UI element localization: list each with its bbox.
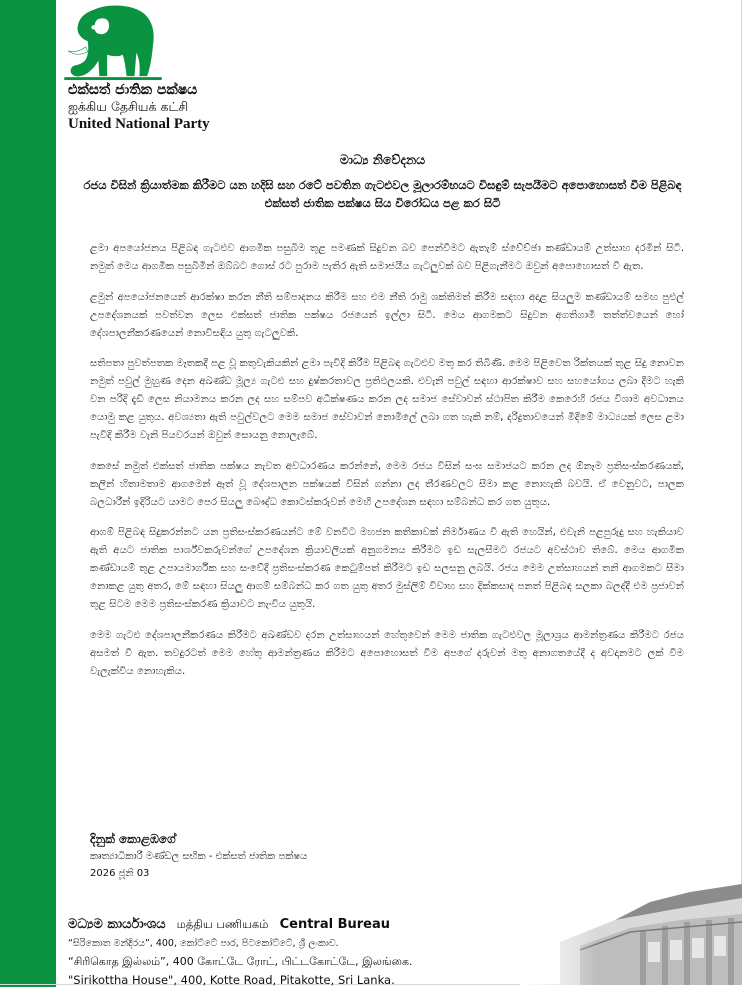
body-paragraph: ළමා අපයෝජනය පිළිබඳ ගැටළුව ආගමික පසුබිම තුළ පමණක් සිදුවන බව පෙන්වීමට ඇතැම් ස්වේච්ඡා කණ්ඩායම් උත්සාහ දරමින් සිටී. නමුත් මෙය ආගමික පසුබිමින් ඔබ්බට ගොස් රට පුරාම පැතිර ඇති සමාජයීය ගැටලුවක් බව පිළිගැනීමට ඔවුන් අපොහොසත් වී ඇත. [90, 243, 684, 272]
body-paragraph: මෙම ගැටළු දේශපාලනීකරණය කිරීමට අඛණ්ඩව දරන උත්සාහයන් හේතුවෙන් මෙම ජාතික ගැටළුවල මූලාශ්‍රය ආමන්ත්‍රණය කිරීමට රජය අසමත් වී ඇත. තවදුරටත් මෙම හේතු ආමන්ත්‍රණය කිරීමට අපොහොසත් වීම අපගේ දරුවන් මතු අනාගතයේදී ද අවදානමට ලක් වීම වැලැක්විය නොහැකිය. [90, 629, 684, 677]
address-sinhala: “සිරිකොත මන්දිරය”, 400, කෝට්ටේ පාර, පිටකෝට්ටේ, ශ්‍රී ලංකාව. [68, 938, 339, 949]
signoff-block [90, 830, 590, 882]
headquarters-building-image [520, 880, 742, 985]
office-name-sinhala: මධ්‍යම කාර්යාංශය [68, 917, 166, 932]
body-paragraph: ආගම් පිළිබඳ සිදුකරන්නට යන ප්‍රතිසංස්කරණයන්ට මේ වනවිට මහජන කතිකාවක් නිර්මාණය වී ඇති හෙයින්, එවැනි පළපුරුදු සහ හැකියාව ඇති අයට ජාතික පාර්ශ්වකරුවන්ගේ උපදේශන ක්‍රියාවලියක් අනුගමනය කිරීමට ඉඩ සැලසීමට රජයට අවස්ථාව තිබේ. මෙය ආගමික කණ්ඩායම් තුළ උපායමාර්ගික සහ සංවේදී ප්‍රතිසංස්කරණ කෙටුම්පත් කිරීමට ඉඩ සලසනු ලබයි. රජය මෙම උත්සාහයන් තනි ආගමකට සීමා නොකළ යුතු අතර, මේ සඳහා සියලු ආගම් සම්බන්ධ කර ගත යුතු අතර මුස්ලිම් විවාහ සහ දික්කසාද පනත් පිළිබඳ සලකා බලද්දී එම ප්‍රජාවන් තුළ සිටම මෙම ප්‍රතිසංස්කරණ ක්‍රියාවට නැංවිය යුතුයි. [90, 527, 684, 610]
address-english: "Sirikottha House", 400, Kotte Road, Pitakotte, Sri Lanka. [68, 973, 395, 987]
footer-office-heading [68, 912, 538, 936]
party-name-english: United National Party [68, 116, 210, 132]
office-name-english: Central Bureau [279, 917, 391, 932]
body-paragraph: කෙසේ නමුත් එක්සත් ජාතික පක්ෂය නැවත අවධාරණය කරන්නේ, මෙම රජය විසින් සංඝ සමාජයට කරන ලද ඕනෑම ප්‍රතිසංස්කරණයක්, කලින් හිතාමතාම ආගමෙන් ඈත් වූ දේශපාලන පක්ෂයක් විසින් ගන්නා ලද තීරණවලට සීමා කළ නොහැකි බවයි. ඒ වෙනුවට, පාලක බලධාරීන් ඉදිරියට යාමට පෙර සියලු බෞද්ධ කොටස්කරුවන් මෙහි උපදේශන සඳහා සම්බන්ධ කර ගත යුතුය. [90, 460, 684, 508]
elephant-logo-icon [64, 4, 162, 82]
office-name-tamil: மத்திய பணியகம் [176, 917, 269, 931]
party-name-sinhala: එක්සත් ජාතික පක්ෂය [68, 82, 198, 98]
signatory-title: කෘත්‍යාධිකාරී මණ්ඩල සභික - එක්සත් ජාතික පක්ෂය [90, 851, 308, 862]
release-date: 2026 ජූනි 03 [90, 868, 150, 879]
document-type-heading: මාධ්‍ය නිවේදනය [339, 152, 426, 167]
document-title: රජය විසින් ක්‍රියාත්මක කිරීමට යන හදිසි සහ රටේ පවතින ගැටළුවල මූලාරම්භයට විසඳුම් සැපයීමට අපොහොසත් වීම පිළිබඳ එක්සත් ජාතික පක්ෂය සිය විරෝධය පළ කර සිටී [83, 178, 682, 210]
body-paragraph: සතිපතා පුවත්පතක මෑතකදී පළ වූ කතුවැකියකින් ළමා පැවිදි කිරීම පිළිබඳ ගැටළුව මතු කර තිබිණි. මෙම පිළිවෙත රික්තයක් තුළ සිදු නොවන නමුත් පවුල් මුහුණ දෙන අඛණ්ඩ මූල්‍ය ගැටළු සහ දුෂ්කරතාවල ප්‍රතිඵලයකි. එවැනි පවුල් සඳහා ආරක්ෂාව සහ සහයෝගය ලබා දීමට හැකි වන පරිදි දැඩි ලෙස නියාමනය කරන ලද සහ සම්පව අධීක්ෂණය කරන ලද සමාජ සේවාවන් ස්ථාපිත කිරීම කෙරෙහි රජය විශාම අවධානය යොමු කළ යුතුය. අවශ්‍යතා ඇති පවුල්වලට මෙම සමාජ සේවාවන් නොමිලේ ලබා ගත හැකි නම්, දරිද්‍රතාවයෙන් මිදීමේ මාධ්‍යයක් ලෙස ළමා පැවිදි කිරීම වැනි පියවරයන් ඔවුන් සොයනු නොලැබේ. [90, 358, 684, 441]
signatory-name: දිනුක් කොළඹගේ [90, 832, 176, 846]
body-paragraph: ළමුන් අපයෝජනයෙන් ආරක්ෂා කරන නීති සම්පාදනය කිරීම සහ එම නීති රාමු ශක්තිමත් කිරීම සඳහා අදාළ සියලුම කණ්ඩායම් සමඟ පුළුල් උපදේශනයක් පවත්වන ලෙස එක්සත් ජාතික පක්ෂය රජයෙන් ඉල්ලා සිටී. මෙය ආගමකට සිදුවන අගතිගාමී තත්ත්වයෙන් හෝ දේශපාලනීකරණයෙන් නොවිසඳිය යුතු ගැටලුවකි. [90, 291, 684, 339]
footer-address-block [68, 912, 538, 990]
press-release-body [90, 240, 684, 693]
party-name-tamil: ஐக்கிய தேசியக் கட்சி [68, 99, 189, 114]
brand-sidebar-bar [0, 0, 56, 987]
address-tamil: “சிரிகொத இல்லம்”, 400 கோட்டே ரோட், பிட்டகோட்டே, இலங்கை. [68, 955, 413, 968]
